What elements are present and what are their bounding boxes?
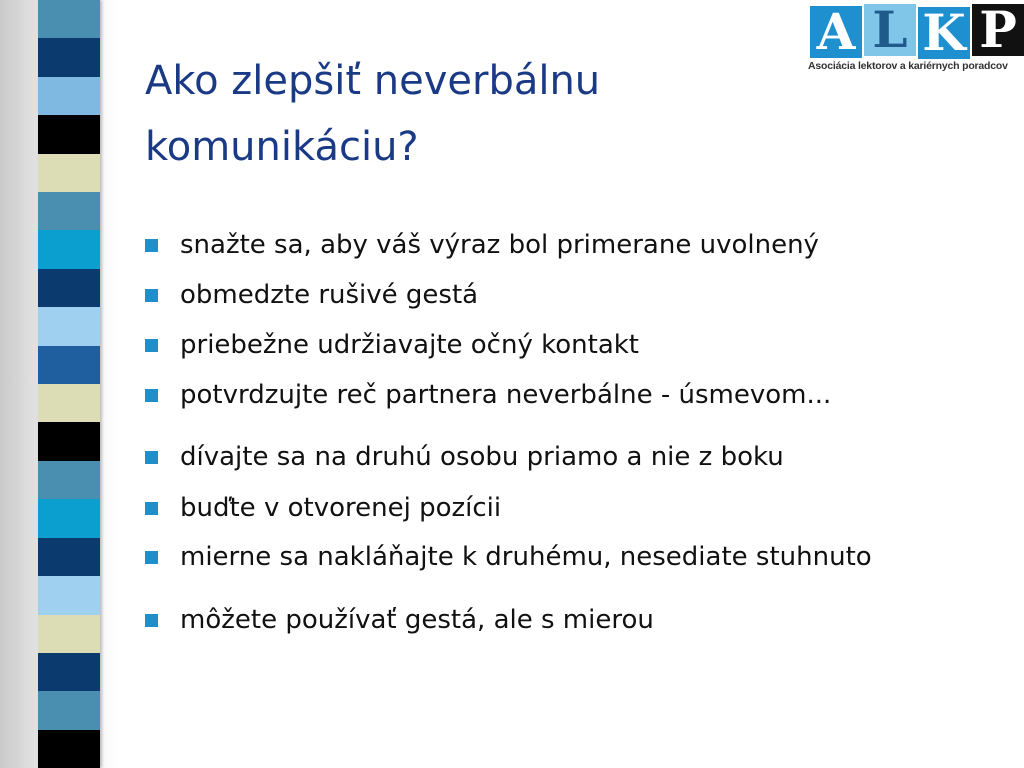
- logo-subtitle: Asociácia lektorov a kariérnych poradcov: [808, 60, 1008, 72]
- decorative-stripe: [38, 0, 100, 768]
- stripe-segment: [38, 730, 100, 768]
- stripe-segment: [38, 77, 100, 115]
- slide-title-line-1: Ako zlepšiť neverbálnu: [145, 58, 601, 104]
- bullet-text: priebežne udržiavajte očný kontakt: [180, 330, 639, 360]
- slide-title: [145, 48, 785, 180]
- bullet-item: [145, 280, 478, 310]
- slide-title-line-2: komunikáciu?: [145, 124, 419, 170]
- bullet-text: buďte v otvorenej pozícii: [180, 493, 502, 523]
- stripe-segment: [38, 461, 100, 499]
- bullet-square-icon: [145, 389, 158, 402]
- bullet-square-icon: [145, 614, 158, 627]
- stripe-segment: [38, 230, 100, 268]
- bullet-text: obmedzte rušivé gestá: [180, 280, 479, 310]
- stripe-segment: [38, 499, 100, 537]
- alkp-logo: [806, 0, 1024, 82]
- bullet-text: môžete používať gestá, ale s mierou: [180, 605, 654, 635]
- bullet-item: [145, 380, 831, 410]
- bullet-square-icon: [145, 502, 158, 515]
- stripe-segment: [38, 307, 100, 345]
- stripe-segment: [38, 653, 100, 691]
- bullet-item: [145, 493, 501, 523]
- stripe-segment: [38, 154, 100, 192]
- bullet-square-icon: [145, 239, 158, 252]
- stripe-segment: [38, 615, 100, 653]
- logo-letters: [810, 0, 1024, 62]
- stripe-segment: [38, 691, 100, 729]
- stripe-segment: [38, 0, 100, 38]
- bullet-square-icon: [145, 551, 158, 564]
- logo-letter-p: P: [972, 4, 1024, 56]
- bullet-item: [145, 542, 872, 572]
- bullet-square-icon: [145, 289, 158, 302]
- stripe-segment: [38, 538, 100, 576]
- bullet-text: snažte sa, aby váš výraz bol primerane uvolnený: [180, 230, 819, 260]
- bullet-item: [145, 230, 819, 260]
- bullet-square-icon: [145, 339, 158, 352]
- logo-letter-a: A: [810, 6, 862, 58]
- logo-letter-k: K: [918, 7, 970, 59]
- logo-letter-l: L: [864, 4, 916, 56]
- bullet-square-icon: [145, 451, 158, 464]
- stripe-segment: [38, 422, 100, 460]
- stripe-segment: [38, 38, 100, 76]
- stripe-segment: [38, 192, 100, 230]
- bullet-item: [145, 330, 639, 360]
- stripe-segment: [38, 576, 100, 614]
- stripe-segment: [38, 115, 100, 153]
- stripe-segment: [38, 384, 100, 422]
- bullet-text: mierne sa nakláňajte k druhému, nesediate stuhnuto: [180, 542, 872, 572]
- bullet-text: potvrdzujte reč partnera neverbálne - úsmevom...: [180, 380, 832, 410]
- bullet-item: [145, 442, 784, 472]
- bullet-text: dívajte sa na druhú osobu priamo a nie z boku: [180, 442, 784, 472]
- stripe-segment: [38, 269, 100, 307]
- bullet-item: [145, 605, 654, 635]
- stripe-segment: [38, 346, 100, 384]
